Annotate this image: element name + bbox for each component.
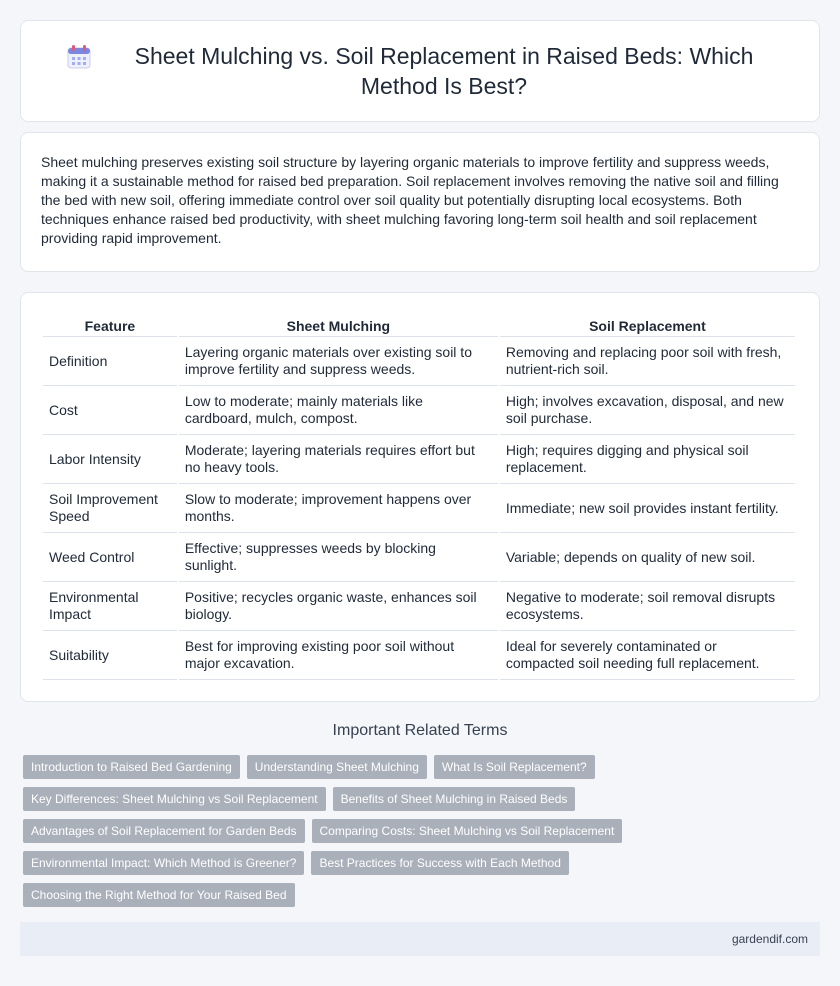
related-terms-list: [23, 755, 823, 915]
footer-site-link[interactable]: gardendif.com: [731, 932, 808, 946]
header-sheet-mulching: Sheet Mulching: [179, 313, 498, 337]
feature-cell: Labor Intensity: [43, 435, 177, 484]
feature-cell: Definition: [43, 337, 177, 386]
sheet-mulching-cell: Effective; suppresses weeds by blocking sunlight.: [179, 533, 498, 582]
intro-paragraph: Sheet mulching preserves existing soil structure by layering organic materials to improve fertility and suppress weeds, making it a sustainable method for raised bed preparation. Soil replacement involves removing the native soil and filling the bed with new soil, offering immediate control over soil quality but potentially disrupting local ecosystems. Both techniques enhance raised bed productivity, with sheet mulching favoring long-term soil health and soil replacement providing rapid improvement.: [41, 154, 779, 246]
related-term-tag[interactable]: Comparing Costs: Sheet Mulching vs Soil Replacement: [312, 819, 623, 843]
soil-replacement-cell: Ideal for severely contaminated or compacted soil needing full replacement.: [500, 631, 795, 680]
sheet-mulching-cell: Moderate; layering materials requires effort but no heavy tools.: [179, 435, 498, 484]
related-terms-title: Important Related Terms: [332, 722, 508, 739]
soil-replacement-cell: Negative to moderate; soil removal disrupts ecosystems.: [500, 582, 795, 631]
table-header-row: [43, 313, 795, 337]
feature-cell: Weed Control: [43, 533, 177, 582]
related-term-tag[interactable]: Key Differences: Sheet Mulching vs Soil Replacement: [23, 787, 326, 811]
related-term-tag[interactable]: What Is Soil Replacement?: [434, 755, 595, 779]
related-term-tag[interactable]: Environmental Impact: Which Method is Greener?: [23, 851, 304, 875]
soil-replacement-cell: Immediate; new soil provides instant fertility.: [500, 484, 795, 533]
table-row: [43, 582, 795, 631]
feature-cell: Cost: [43, 386, 177, 435]
related-term-tag[interactable]: Understanding Sheet Mulching: [247, 755, 427, 779]
feature-cell: Environmental Impact: [43, 582, 177, 631]
sheet-mulching-cell: Slow to moderate; improvement happens over months.: [179, 484, 498, 533]
soil-replacement-cell: High; involves excavation, disposal, and new soil purchase.: [500, 386, 795, 435]
sheet-mulching-cell: Layering organic materials over existing soil to improve fertility and suppress weeds.: [179, 337, 498, 386]
sheet-mulching-cell: Best for improving existing poor soil without major excavation.: [179, 631, 498, 680]
table-row: [43, 631, 795, 680]
header-card: [20, 20, 820, 122]
intro-card: [20, 132, 820, 272]
table-row: [43, 533, 795, 582]
related-term-tag[interactable]: Best Practices for Success with Each Method: [311, 851, 568, 875]
page-title: Sheet Mulching vs. Soil Replacement in Raised Beds: Which Method Is Best?: [134, 43, 754, 99]
table-row: [43, 386, 795, 435]
sheet-mulching-cell: Low to moderate; mainly materials like cardboard, mulch, compost.: [179, 386, 498, 435]
feature-cell: Suitability: [43, 631, 177, 680]
feature-cell: Soil Improvement Speed: [43, 484, 177, 533]
related-term-tag[interactable]: Introduction to Raised Bed Gardening: [23, 755, 240, 779]
calendar-icon: [66, 44, 92, 70]
footer: [20, 922, 820, 956]
sheet-mulching-cell: Positive; recycles organic waste, enhances soil biology.: [179, 582, 498, 631]
comparison-table-card: [20, 292, 820, 702]
related-term-tag[interactable]: Advantages of Soil Replacement for Garden Beds: [23, 819, 305, 843]
table-row: [43, 435, 795, 484]
related-term-tag[interactable]: Benefits of Sheet Mulching in Raised Beds: [333, 787, 576, 811]
table-row: [43, 484, 795, 533]
soil-replacement-cell: High; requires digging and physical soil replacement.: [500, 435, 795, 484]
soil-replacement-cell: Variable; depends on quality of new soil.: [500, 533, 795, 582]
related-term-tag[interactable]: Choosing the Right Method for Your Raised Bed: [23, 883, 295, 907]
header-feature: Feature: [43, 313, 177, 337]
soil-replacement-cell: Removing and replacing poor soil with fresh, nutrient-rich soil.: [500, 337, 795, 386]
header-soil-replacement: Soil Replacement: [500, 313, 795, 337]
comparison-table: [41, 313, 797, 680]
table-row: [43, 337, 795, 386]
